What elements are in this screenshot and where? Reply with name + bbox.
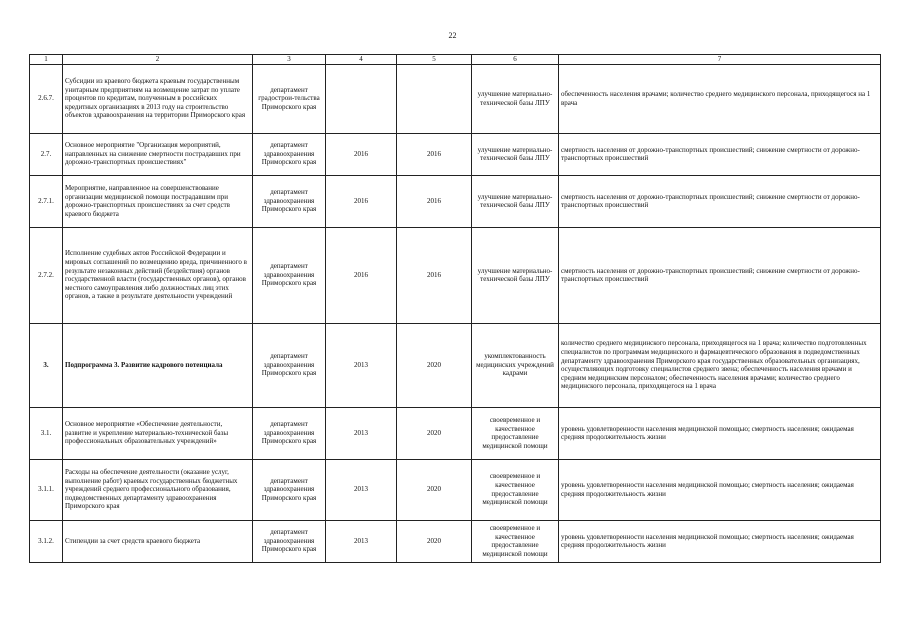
end-year: 2020	[397, 323, 472, 407]
program-table	[29, 54, 881, 563]
indicators: обеспеченность населения врачами; количество среднего медицинского персонала, приходящегося на 1 врача	[559, 64, 881, 133]
row-number: 3.	[30, 323, 63, 407]
header-cell: 3	[253, 55, 326, 65]
row-number: 2.7.	[30, 133, 63, 175]
table-row	[30, 64, 881, 133]
responsible-department: департамент здравоохранения Приморского края	[253, 175, 326, 227]
expected-result: своевременное и качественное предоставление медицинской помощи	[472, 407, 559, 459]
expected-result: своевременное и качественное предоставление медицинской помощи	[472, 459, 559, 520]
responsible-department: департамент здравоохранения Приморского края	[253, 133, 326, 175]
end-year: 2020	[397, 459, 472, 520]
end-year: 2016	[397, 227, 472, 323]
row-number: 2.7.2.	[30, 227, 63, 323]
table-row	[30, 459, 881, 520]
end-year: 2016	[397, 133, 472, 175]
page-number: 22	[448, 31, 457, 40]
subprogram-title: Подпрограмма 3. Развитие кадрового потенциала	[63, 323, 253, 407]
end-year: 2016	[397, 175, 472, 227]
row-number: 3.1.2.	[30, 520, 63, 562]
expected-result: улучшение материально-технической базы ЛПУ	[472, 175, 559, 227]
header-cell: 5	[397, 55, 472, 65]
expected-result: улучшение материально-технической базы ЛПУ	[472, 64, 559, 133]
row-number: 3.1.	[30, 407, 63, 459]
indicators: смертность населения от дорожно-транспортных происшествий; снижение смертности от дорожно-транспортных происшествий	[559, 227, 881, 323]
indicators: уровень удовлетворенности населения медицинской помощью; смертность населения; ожидаемая средняя продолжительность жизни	[559, 520, 881, 562]
indicators: количество среднего медицинского персонала, приходящегося на 1 врача; количество подготовленных специалистов по программам медицинского и фармацевтического образования в подведомственных департаменту здравоохранения Приморского края государственных образовательных организациях, осуществляющих подготовку специалистов среднего звена; обеспеченность населения врачами и средним медицинским персоналом; обеспеченность населения врачами; количество среднего медицинского персонала, приходящегося на 1 врача	[559, 323, 881, 407]
table-row	[30, 520, 881, 562]
end-year: 2020	[397, 520, 472, 562]
expected-result: своевременное и качественное предоставление медицинской помощи	[472, 520, 559, 562]
indicators: уровень удовлетворенности населения медицинской помощью; смертность населения; ожидаемая средняя продолжительность жизни	[559, 407, 881, 459]
start-year: 2016	[326, 227, 397, 323]
responsible-department: департамент здравоохранения Приморского края	[253, 227, 326, 323]
indicators: уровень удовлетворенности населения медицинской помощью; смертность населения; ожидаемая средняя продолжительность жизни	[559, 459, 881, 520]
table-row	[30, 133, 881, 175]
start-year: 2016	[326, 175, 397, 227]
end-year: 2020	[397, 407, 472, 459]
activity-name: Мероприятие, направленное на совершенствование организации медицинской помощи пострадавшим при дорожно-транспортных происшествиях за счет средств краевого бюджета	[63, 175, 253, 227]
header-cell: 1	[30, 55, 63, 65]
activity-name: Субсидии из краевого бюджета краевым государственным унитарным предприятиям на возмещение затрат по уплате процентов по кредитам, полученным в российских кредитных организациях в 2013 году на строительство объектов здравоохранения на территории Приморского края	[63, 64, 253, 133]
table-row	[30, 227, 881, 323]
header-cell: 7	[559, 55, 881, 65]
table-row	[30, 323, 881, 407]
activity-name: Основное мероприятие «Обеспечение деятельности, развитие и укрепление материально-технической базы профессиональных образовательных учреждений»	[63, 407, 253, 459]
expected-result: улучшение материально-технической базы ЛПУ	[472, 133, 559, 175]
expected-result: улучшение материально-технической базы ЛПУ	[472, 227, 559, 323]
start-year: 2013	[326, 407, 397, 459]
activity-name: Расходы на обеспечение деятельности (оказание услуг, выполнение работ) краевых государственных бюджетных учреждений среднего профессионального образования, подведомственных департаменту здравоохранения Приморского края	[63, 459, 253, 520]
row-number: 2.6.7.	[30, 64, 63, 133]
indicators: смертность населения от дорожно-транспортных происшествий; снижение смертности от дорожно-транспортных происшествий	[559, 175, 881, 227]
header-cell: 4	[326, 55, 397, 65]
start-year: 2013	[326, 459, 397, 520]
table-row	[30, 407, 881, 459]
responsible-department: департамент здравоохранения Приморского края	[253, 407, 326, 459]
header-cell: 2	[63, 55, 253, 65]
start-year: 2016	[326, 133, 397, 175]
activity-name: Основное мероприятие "Организация мероприятий, направленных на снижение смертности пострадавших при дорожно-транспортных происшествиях"	[63, 133, 253, 175]
start-year	[326, 64, 397, 133]
header-cell: 6	[472, 55, 559, 65]
expected-result: укомплектованность медицинских учреждений кадрами	[472, 323, 559, 407]
activity-name: Стипендии за счет средств краевого бюджета	[63, 520, 253, 562]
responsible-department: департамент здравоохранения Приморского края	[253, 323, 326, 407]
responsible-department: департамент здравоохранения Приморского края	[253, 520, 326, 562]
row-number: 3.1.1.	[30, 459, 63, 520]
table-row	[30, 175, 881, 227]
activity-name: Исполнение судебных актов Российской Федерации и мировых соглашений по возмещению вреда, причиненного в результате незаконных действий (бездействия) органов государственной власти (государственных органов), органов местного самоуправления либо должностных лиц этих органов, а также в результате деятельности учреждений	[63, 227, 253, 323]
indicators: смертность населения от дорожно-транспортных происшествий; снижение смертности от дорожно-транспортных происшествий	[559, 133, 881, 175]
start-year: 2013	[326, 323, 397, 407]
responsible-department: департамент градострои-тельства Приморского края	[253, 64, 326, 133]
start-year: 2013	[326, 520, 397, 562]
responsible-department: департамент здравоохранения Приморского края	[253, 459, 326, 520]
end-year	[397, 64, 472, 133]
header-row	[30, 55, 881, 65]
row-number: 2.7.1.	[30, 175, 63, 227]
